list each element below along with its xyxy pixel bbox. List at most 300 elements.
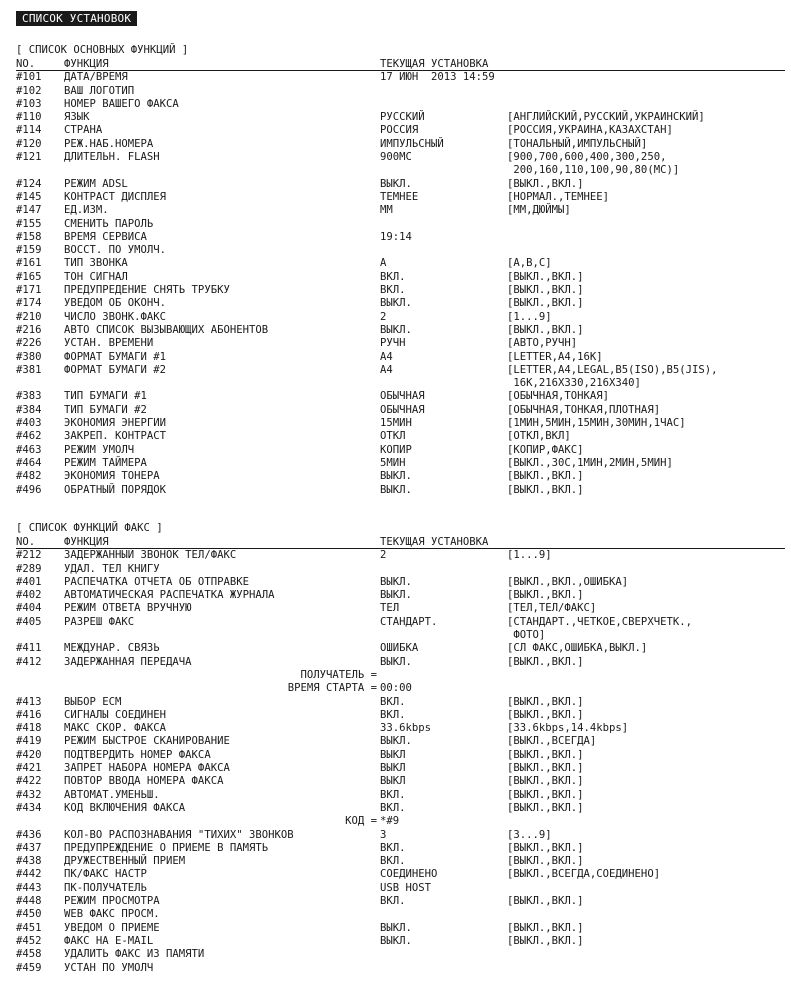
current-setting: ОТКЛ [380,430,406,443]
current-setting: ВЫКЛ [380,748,406,761]
setting-options: [ВЫКЛ.,ВКЛ.] [507,323,584,336]
current-setting: РОССИЯ [380,124,419,137]
function-name: ОБРАТНЫЙ ПОРЯДОК [64,483,167,496]
table-row [16,935,785,948]
current-setting: A4 [380,363,393,376]
function-name: АВТОМАТ.УМЕНЬШ. [64,788,160,801]
function-name: РЕЖИМ БЫСТРОЕ СКАНИРОВАНИЕ [64,735,230,748]
function-number: #442 [16,868,42,881]
function-number: #434 [16,801,42,814]
table-row [16,484,785,497]
column-header-current: ТЕКУЩАЯ УСТАНОВКА [380,58,489,70]
function-number: #402 [16,589,42,602]
function-name: ЭКОНОМИЯ ТОНЕРА [64,470,160,483]
function-number: #482 [16,470,42,483]
function-name: ПРЕДУПРЕЖДЕНИЕ О ПРИЕМЕ В ПАМЯТЬ [64,841,269,854]
function-number: #102 [16,84,42,97]
function-name: РЕЖ.НАБ.НОМЕРА [64,137,154,150]
function-name: УСТАН ПО УМОЛЧ [64,961,154,974]
function-number: #418 [16,722,42,735]
function-name: АВТОМАТИЧЕСКАЯ РАСПЕЧАТКА ЖУРНАЛА [64,589,275,602]
function-number: #437 [16,841,42,854]
setting-options: [ВЫКЛ.,30С,1МИН,2МИН,5МИН] [507,456,673,469]
current-setting: ВКЛ. [380,284,406,297]
function-name: ПОДТВЕРДИТЬ НОМЕР ФАКСА [64,748,211,761]
table-row [16,417,785,430]
table-row [16,563,785,576]
table-row [16,324,785,337]
setting-options: 16K,216X330,216X340] [507,377,641,390]
current-setting: СОЕДИНЕНО [380,868,438,881]
table-row [16,709,785,722]
table-row [16,602,785,615]
current-setting: ТЕЛ [380,602,400,615]
current-setting: 00:00 [380,682,412,695]
setting-options: 200,160,110,100,90,80(МС)] [507,164,680,177]
current-setting: ВКЛ. [380,855,406,868]
table-row [16,576,785,589]
setting-options: [ВЫКЛ.,ВКЛ.] [507,921,584,934]
table-row [16,204,785,217]
section-title: [ СПИСОК ФУНКЦИЙ ФАКС ] [16,522,163,534]
current-setting: 900МС [380,151,412,164]
table-row [16,815,785,828]
function-number: #462 [16,430,42,443]
table-row [16,868,785,881]
table-header [16,536,785,549]
function-number: #161 [16,257,42,270]
setting-options: [ВЫКЛ.,ВКЛ.] [507,748,584,761]
function-name: УДАЛ. ТЕЛ КНИГУ [64,562,160,575]
function-name: УВЕДОМ О ПРИЕМЕ [64,921,160,934]
table-row [16,629,785,642]
table-row [16,908,785,921]
current-setting: ВЫКЛ. [380,483,412,496]
table-row [16,284,785,297]
setting-options: [ВЫКЛ.,ВСЕГДА] [507,735,597,748]
table-row [16,390,785,403]
column-header-no: NO. [16,58,36,70]
function-name: ТОН СИГНАЛ [64,270,128,283]
table-row [16,297,785,310]
function-number: #216 [16,323,42,336]
setting-options: [1МИН,5МИН,15МИН,30МИН,1ЧАС] [507,417,686,430]
column-header-function: ФУНКЦИЯ [64,58,109,70]
table-row [16,895,785,908]
table-row [16,829,785,842]
table-row [16,589,785,602]
setting-options: [ВЫКЛ.,ВКЛ.] [507,801,584,814]
table-row [16,962,785,975]
setting-options: [АВТО,РУЧН] [507,337,578,350]
function-number: #420 [16,748,42,761]
setting-options: ФОТО] [507,629,546,642]
function-number: #419 [16,735,42,748]
function-name: РЕЖИМ УМОЛЧ [64,443,135,456]
function-name: РЕЖИМ ADSL [64,177,128,190]
function-name: КОЛ-ВО РАСПОЗНАВАНИЯ "ТИХИХ" ЗВОНКОВ [64,828,294,841]
function-name: СИГНАЛЫ СОЕДИНЕН [64,708,167,721]
function-name: РАСПЕЧАТКА ОТЧЕТА ОБ ОТПРАВКЕ [64,575,249,588]
table-row [16,882,785,895]
setting-options: [КОПИР,ФАКС] [507,443,584,456]
setting-options: [ВЫКЛ.,ВКЛ.] [507,589,584,602]
function-name: РЕЖИМ ОТВЕТА ВРУЧНУЮ [64,602,192,615]
function-name: УСТАН. ВРЕМЕНИ [64,337,154,350]
function-number: #432 [16,788,42,801]
function-name: ФОРМАТ БУМАГИ #1 [64,350,167,363]
table-row [16,111,785,124]
current-setting: ВЫКЛ [380,775,406,788]
function-number: #124 [16,177,42,190]
current-setting: ВЫКЛ [380,762,406,775]
function-name: КОД ВКЛЮЧЕНИЯ ФАКСА [64,801,186,814]
settings-table [16,71,785,497]
function-number: #405 [16,615,42,628]
current-setting: ММ [380,204,393,217]
function-name: ЗАКРЕП. КОНТРАСТ [64,430,167,443]
setting-options: [ВЫКЛ.,ВКЛ.] [507,841,584,854]
current-setting: ВЫКЛ. [380,589,412,602]
current-setting: 2 [380,310,387,323]
current-setting: ВЫКЛ. [380,655,412,668]
function-number: #145 [16,190,42,203]
setting-options: [СЛ ФАКС,ОШИБКА,ВЫКЛ.] [507,642,648,655]
setting-options: [ТОНАЛЬНЫЙ,ИМПУЛЬСНЫЙ] [507,137,648,150]
function-number: #101 [16,71,42,84]
table-row [16,124,785,137]
function-number: #110 [16,111,42,124]
function-number: #436 [16,828,42,841]
table-row [16,722,785,735]
function-number: #464 [16,456,42,469]
function-number: #401 [16,575,42,588]
function-number: #451 [16,921,42,934]
current-setting: ВЫКЛ. [380,575,412,588]
basic-functions-section [16,44,785,497]
column-header-no: NO. [16,536,36,548]
function-number: #422 [16,775,42,788]
function-name: УВЕДОМ ОБ ОКОНЧ. [64,297,167,310]
function-name: АВТО СПИСОК ВЫЗЫВАЮЩИХ АБОНЕНТОВ [64,323,269,336]
setting-options: [ОБЫЧНАЯ,ТОНКАЯ] [507,390,610,403]
function-name: КОНТРАСТ ДИСПЛЕЯ [64,190,167,203]
table-header [16,58,785,71]
function-number: #158 [16,230,42,243]
setting-options: [ВЫКЛ.,ВКЛ.] [507,470,584,483]
function-name: ТИП БУМАГИ #2 [64,403,147,416]
function-name: ВЫБОР ECM [64,695,122,708]
sub-setting-label: КОД = [345,815,377,828]
table-row [16,311,785,324]
function-name: ПРЕДУПРЕДЕНИЕ СНЯТЬ ТРУБКУ [64,284,230,297]
function-name: ДРУЖЕСТВЕННЫЙ ПРИЕМ [64,855,186,868]
current-setting: ВКЛ. [380,895,406,908]
setting-options: [ВЫКЛ.,ВКЛ.] [507,284,584,297]
function-number: #403 [16,417,42,430]
function-number: #458 [16,948,42,961]
current-setting: ВКЛ. [380,801,406,814]
function-number: #210 [16,310,42,323]
current-setting: ОШИБКА [380,642,419,655]
function-name: УДАЛИТЬ ФАКС ИЗ ПАМЯТИ [64,948,205,961]
function-number: #289 [16,562,42,575]
function-number: #103 [16,97,42,110]
setting-options: [ВЫКЛ.,ВСЕГДА,СОЕДИНЕНО] [507,868,661,881]
setting-options: [33.6kbps,14.4kbps] [507,722,629,735]
setting-options: [LETTER,A4,LEGAL,B5(ISO),B5(JIS), [507,363,718,376]
function-name: ВАШ ЛОГОТИП [64,84,135,97]
current-setting: ВЫКЛ. [380,177,412,190]
current-setting: ВКЛ. [380,708,406,721]
current-setting: РУССКИЙ [380,111,425,124]
function-number: #459 [16,961,42,974]
section-title: [ СПИСОК ОСНОВНЫХ ФУНКЦИЙ ] [16,44,189,56]
setting-options: [ВЫКЛ.,ВКЛ.] [507,934,584,947]
current-setting: ТЕМНЕЕ [380,190,419,203]
function-name: ЯЗЫК [64,111,90,124]
function-name: ПК-ПОЛУЧАТЕЛЬ [64,881,147,894]
function-name: ПК/ФАКС НАСТР [64,868,147,881]
table-row [16,164,785,177]
function-number: #121 [16,151,42,164]
setting-options: [ВЫКЛ.,ВКЛ.] [507,655,584,668]
function-number: #411 [16,642,42,655]
function-number: #413 [16,695,42,708]
function-name: СТРАНА [64,124,103,137]
function-number: #448 [16,895,42,908]
setting-options: [ВЫКЛ.,ВКЛ.] [507,177,584,190]
setting-options: [1...9] [507,549,552,562]
setting-options: [ВЫКЛ.,ВКЛ.,ОШИБКА] [507,575,629,588]
table-row [16,948,785,961]
current-setting: ВЫКЛ. [380,735,412,748]
current-setting: ОБЫЧНАЯ [380,403,425,416]
setting-options: [ВЫКЛ.,ВКЛ.] [507,762,584,775]
table-row [16,430,785,443]
function-name: ЗАДЕРЖАННЫЙ ЗВОНОК ТЕЛ/ФАКС [64,549,237,562]
function-name: ЭКОНОМИЯ ЭНЕРГИИ [64,417,167,430]
table-row [16,642,785,655]
function-number: #159 [16,244,42,257]
function-name: ФОРМАТ БУМАГИ #2 [64,363,167,376]
function-name: РЕЖИМ ТАЙМЕРА [64,456,147,469]
current-setting: 2 [380,549,387,562]
function-number: #381 [16,363,42,376]
setting-options: [РОССИЯ,УКРАИНА,КАЗАХСТАН] [507,124,673,137]
function-number: #380 [16,350,42,363]
setting-options: [ВЫКЛ.,ВКЛ.] [507,695,584,708]
table-row [16,218,785,231]
table-row [16,351,785,364]
table-row [16,85,785,98]
function-name: ТИП ЗВОНКА [64,257,128,270]
current-setting: КОПИР [380,443,412,456]
table-row [16,271,785,284]
table-row [16,762,785,775]
current-setting: 3 [380,828,387,841]
current-setting: *#9 [380,815,400,828]
table-row [16,616,785,629]
table-row [16,337,785,350]
function-name: ВРЕМЯ СЕРВИСА [64,230,147,243]
table-row [16,656,785,669]
setting-options: [1...9] [507,310,552,323]
setting-options: [3...9] [507,828,552,841]
table-row [16,789,785,802]
column-header-function: ФУНКЦИЯ [64,536,109,548]
table-row [16,549,785,562]
current-setting: ВКЛ. [380,270,406,283]
setting-options: [ВЫКЛ.,ВКЛ.] [507,297,584,310]
function-number: #463 [16,443,42,456]
table-row [16,696,785,709]
table-row [16,71,785,84]
current-setting: ВКЛ. [380,788,406,801]
sub-setting-label: ВРЕМЯ СТАРТА = [287,682,377,695]
table-row [16,257,785,270]
function-number: #384 [16,403,42,416]
function-name: СМЕНИТЬ ПАРОЛЬ [64,217,154,230]
function-name: ДАТА/ВРЕМЯ [64,71,128,84]
function-name: НОМЕР ВАШЕГО ФАКСА [64,97,179,110]
current-setting: ВКЛ. [380,695,406,708]
sub-setting-label: ПОЛУЧАТЕЛЬ = [300,668,377,681]
fax-functions-section [16,522,785,975]
function-number: #171 [16,284,42,297]
current-setting: 33.6kbps [380,722,432,735]
setting-options: [ВЫКЛ.,ВКЛ.] [507,895,584,908]
table-row [16,178,785,191]
current-setting: ВЫКЛ. [380,470,412,483]
function-name: ЗАПРЕТ НАБОРА НОМЕРА ФАКСА [64,762,230,775]
function-number: #496 [16,483,42,496]
setting-options: [900,700,600,400,300,250, [507,151,667,164]
function-name: ВОССТ. ПО УМОЛЧ. [64,244,167,257]
setting-options: [СТАНДАРТ.,ЧЕТКОЕ,СВЕРХЧЕТК., [507,615,692,628]
current-setting: 5МИН [380,456,406,469]
function-number: #438 [16,855,42,868]
column-header-current: ТЕКУЩАЯ УСТАНОВКА [380,536,489,548]
table-row [16,364,785,377]
table-row [16,377,785,390]
page-title: СПИСОК УСТАНОВОК [16,11,137,26]
table-row [16,244,785,257]
table-row [16,922,785,935]
setting-options: [НОРМАЛ.,ТЕМНЕЕ] [507,190,610,203]
function-number: #450 [16,908,42,921]
table-row [16,444,785,457]
function-name: ТИП БУМАГИ #1 [64,390,147,403]
function-name: ЗАДЕРЖАННАЯ ПЕРЕДАЧА [64,655,192,668]
setting-options: [ВЫКЛ.,ВКЛ.] [507,855,584,868]
setting-options: [ВЫКЛ.,ВКЛ.] [507,708,584,721]
function-number: #383 [16,390,42,403]
table-row [16,98,785,111]
function-name: WEB ФАКС ПРОСМ. [64,908,160,921]
function-name: ЕД.ИЗМ. [64,204,109,217]
settings-table [16,549,785,975]
function-number: #412 [16,655,42,668]
current-setting: ОБЫЧНАЯ [380,390,425,403]
setting-options: [A,B,C] [507,257,552,270]
setting-options: [LETTER,A4,16K] [507,350,603,363]
current-setting: РУЧН [380,337,406,350]
table-row [16,151,785,164]
function-name: МАКС СКОР. ФАКСА [64,722,167,735]
current-setting: ВЫКЛ. [380,297,412,310]
setting-options: [ВЫКЛ.,ВКЛ.] [507,483,584,496]
current-setting: ВЫКЛ. [380,921,412,934]
function-number: #212 [16,549,42,562]
table-row [16,842,785,855]
current-setting: 19:14 [380,230,412,243]
function-name: РЕЖИМ ПРОСМОТРА [64,895,160,908]
function-number: #155 [16,217,42,230]
function-number: #416 [16,708,42,721]
function-name: МЕЖДУНАР. СВЯЗЬ [64,642,160,655]
current-setting: A [380,257,387,270]
table-row [16,404,785,417]
function-number: #174 [16,297,42,310]
current-setting: 15МИН [380,417,412,430]
table-row [16,735,785,748]
function-number: #443 [16,881,42,894]
current-setting: A4 [380,350,393,363]
function-number: #114 [16,124,42,137]
setting-options: [ОТКЛ,ВКЛ] [507,430,571,443]
function-number: #452 [16,934,42,947]
current-setting: СТАНДАРТ. [380,615,438,628]
current-setting: ВЫКЛ. [380,323,412,336]
setting-options: [ВЫКЛ.,ВКЛ.] [507,788,584,801]
current-setting: ВКЛ. [380,841,406,854]
table-row [16,802,785,815]
current-setting: USB HOST [380,881,432,894]
table-row [16,669,785,682]
function-number: #226 [16,337,42,350]
function-name: ЧИСЛО ЗВОНК.ФАКС [64,310,167,323]
setting-options: [ВЫКЛ.,ВКЛ.] [507,270,584,283]
function-name: РАЗРЕШ ФАКС [64,615,135,628]
table-row [16,749,785,762]
table-row [16,138,785,151]
setting-options: [ММ,ДЮЙМЫ] [507,204,571,217]
function-name: ДЛИТЕЛЬН. FLASH [64,151,160,164]
table-row [16,855,785,868]
function-number: #147 [16,204,42,217]
table-row [16,231,785,244]
table-row [16,191,785,204]
table-row [16,470,785,483]
current-setting: ВЫКЛ. [380,934,412,947]
function-name: ПОВТОР ВВОДА НОМЕРА ФАКСА [64,775,224,788]
setting-options: [АНГЛИЙСКИЙ,РУССКИЙ,УКРАИНСКИЙ] [507,111,705,124]
table-row [16,457,785,470]
function-number: #421 [16,762,42,775]
setting-options: [ВЫКЛ.,ВКЛ.] [507,775,584,788]
current-setting: 17 ИЮН 2013 14:59 [380,71,495,84]
function-number: #404 [16,602,42,615]
function-number: #165 [16,270,42,283]
table-row [16,775,785,788]
current-setting: ИМПУЛЬСНЫЙ [380,137,444,150]
function-number: #120 [16,137,42,150]
setting-options: [ТЕЛ,ТЕЛ/ФАКС] [507,602,597,615]
table-row [16,682,785,695]
function-name: ФАКС НА E-MAIL [64,934,154,947]
setting-options: [ОБЫЧНАЯ,ТОНКАЯ,ПЛОТНАЯ] [507,403,661,416]
